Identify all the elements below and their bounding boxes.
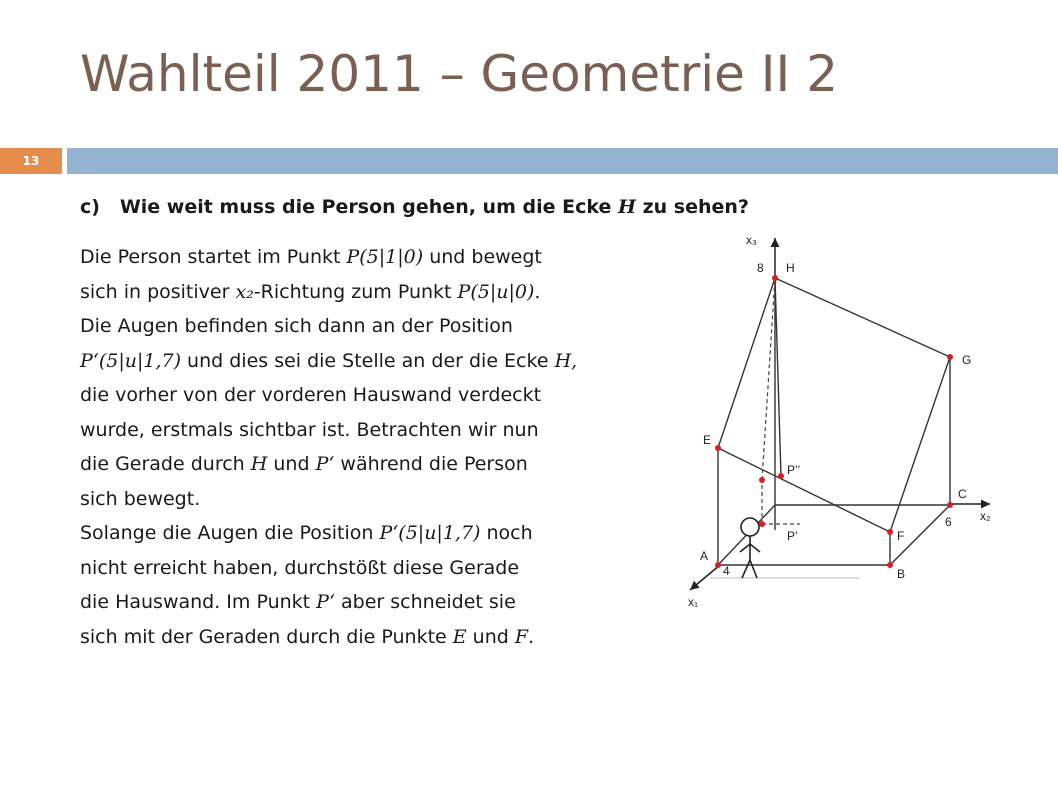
text-line-8: sich bewegt. xyxy=(80,487,201,510)
point-Pp xyxy=(759,521,765,527)
edge-HG xyxy=(775,278,950,357)
question-text-before: Wie weit muss die Person gehen, um die Ecke xyxy=(119,196,612,218)
label-x1: x₁ xyxy=(688,595,699,609)
question-var: H xyxy=(617,196,636,218)
slide-title: Wahlteil 2011 – Geometrie II 2 xyxy=(80,45,839,103)
point-E xyxy=(715,445,721,451)
text-line-7: die Gerade durch H und P‘ während die Person xyxy=(80,453,528,475)
edge-GF xyxy=(890,357,950,532)
label-F: F xyxy=(897,529,905,543)
dashed-sight-line xyxy=(762,278,775,480)
label-Ppp: P’’ xyxy=(787,463,801,477)
label-E: E xyxy=(703,433,712,447)
edge-EF xyxy=(718,448,890,532)
text-line-4: P‘(5|u|1,7) und dies sei die Stelle an der die Ecke H, xyxy=(80,349,578,372)
header-bar xyxy=(67,148,1058,174)
point-F xyxy=(887,529,893,535)
point-B xyxy=(887,562,893,568)
label-C: C xyxy=(958,487,967,501)
label-6: 6 xyxy=(945,515,952,529)
text-line-6: wurde, erstmals sichtbar ist. Betrachten wir nun xyxy=(80,418,539,441)
point-G xyxy=(947,354,953,360)
point-Ppp xyxy=(778,473,784,479)
label-G: G xyxy=(962,353,972,367)
text-line-2: sich in positiver x₂-Richtung zum Punkt P(5|u|0). xyxy=(80,280,541,303)
question-heading xyxy=(80,196,749,218)
point-A xyxy=(715,562,721,568)
point-eye xyxy=(759,477,765,483)
explanation-text xyxy=(80,240,577,654)
point-C xyxy=(947,502,953,508)
line-H-Ppp xyxy=(775,278,781,476)
label-4: 4 xyxy=(723,564,730,578)
text-line-1: Die Person startet im Punkt P(5|1|0) und bewegt xyxy=(80,246,542,268)
geometry-figure xyxy=(676,228,1016,618)
edge-HE xyxy=(718,278,775,448)
text-line-10: nicht erreicht haben, durchstößt diese Gerade xyxy=(80,556,520,579)
label-x3: x₃ xyxy=(746,233,757,247)
label-A: A xyxy=(700,549,709,563)
question-text-after: zu sehen? xyxy=(642,196,749,218)
text-line-9: Solange die Augen die Position P‘(5|u|1,7) noch xyxy=(80,522,533,544)
label-H: H xyxy=(786,261,795,275)
label-Pp: P’ xyxy=(787,529,798,543)
label-B: B xyxy=(897,567,906,581)
text-line-5: die vorher von der vorderen Hauswand verdeckt xyxy=(80,384,542,406)
person-figure xyxy=(740,518,760,578)
text-line-11: die Hauswand. Im Punkt P‘ aber schneidet sie xyxy=(80,591,516,613)
text-line-12: sich mit der Geraden durch die Punkte E und F. xyxy=(80,625,535,648)
text-line-3: Die Augen befinden sich dann an der Position xyxy=(80,315,513,337)
label-x2: x₂ xyxy=(980,509,991,523)
point-H xyxy=(772,275,778,281)
question-label: c) xyxy=(80,196,100,218)
label-8: 8 xyxy=(757,261,764,275)
slide-number: 13 xyxy=(0,148,62,174)
